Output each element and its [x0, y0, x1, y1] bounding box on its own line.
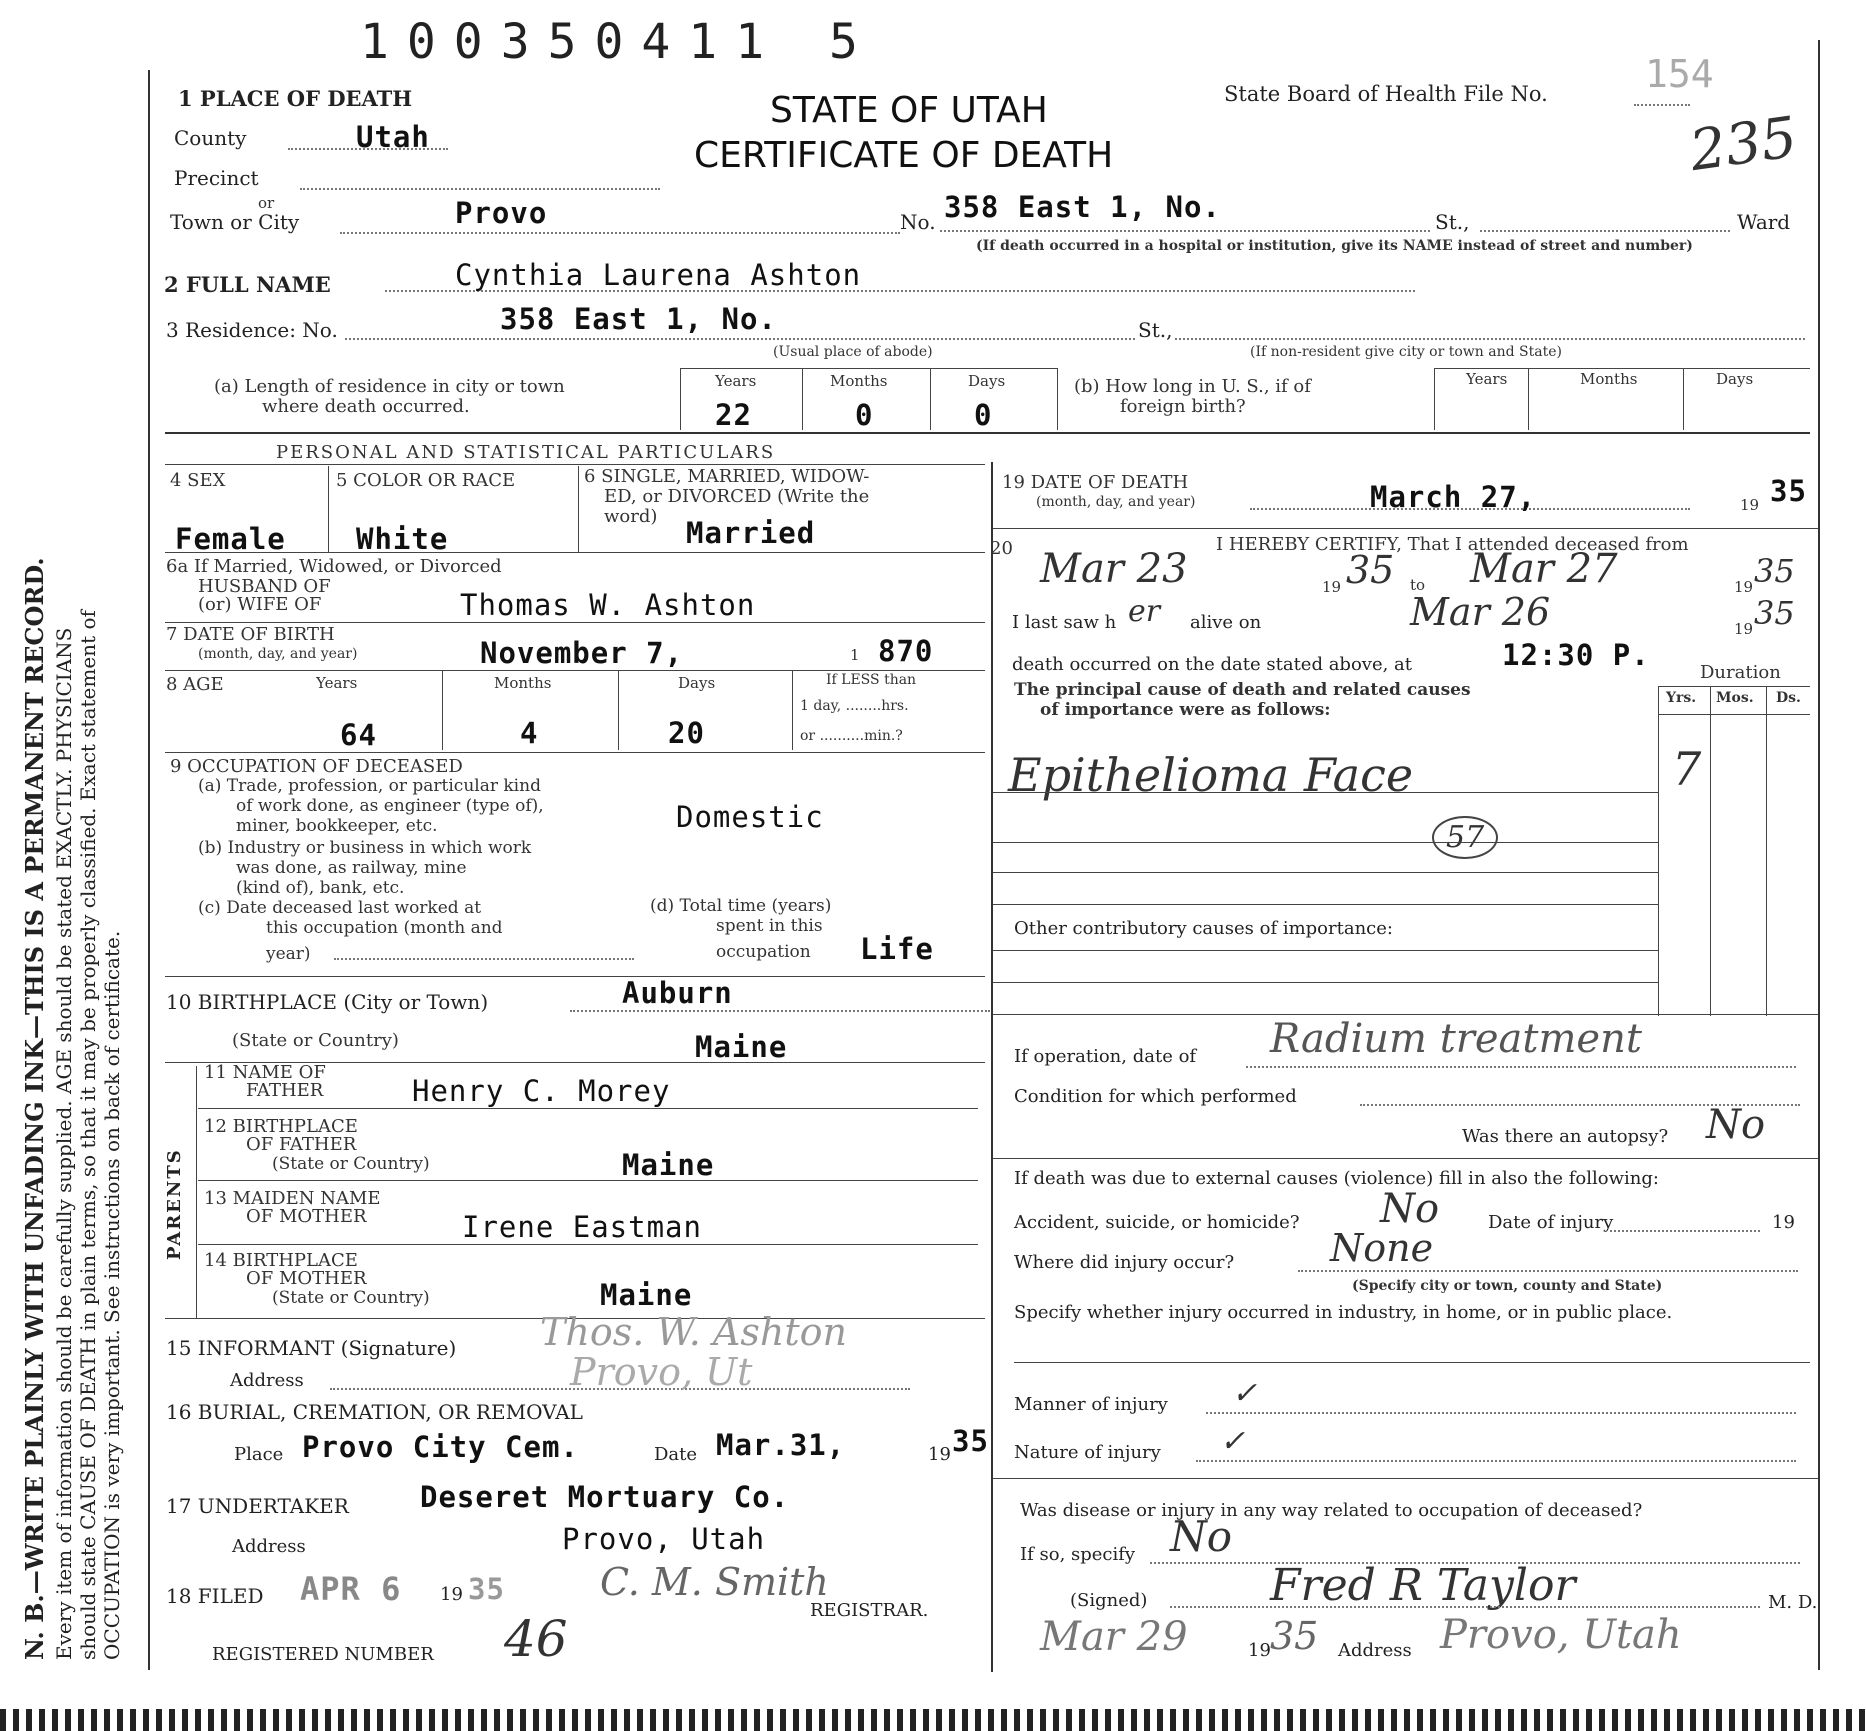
death-date-century: 19	[1740, 496, 1760, 514]
cert-to-century: 19	[1734, 578, 1754, 596]
occ-b3: (kind of), bank, etc.	[236, 878, 405, 898]
occ-a3: miner, bookkeeper, etc.	[236, 816, 438, 836]
father-label-2: FATHER	[246, 1080, 324, 1101]
burial-century: 19	[928, 1444, 951, 1465]
nonres-note: (If non-resident give city or town and State)	[1250, 344, 1562, 360]
occ-c1: (c) Date deceased last worked at	[198, 898, 482, 918]
cause-years: 7	[1672, 742, 1702, 796]
dob-label-2: (month, day, and year)	[198, 646, 358, 662]
film-edge-strip	[0, 1709, 1866, 1731]
age-months-label: Months	[494, 674, 552, 692]
file-no-printed: 154	[1645, 52, 1714, 96]
occupation-value: Domestic	[676, 800, 824, 834]
birthplace-city: Auburn	[622, 976, 733, 1010]
where-label: Where did injury occur?	[1014, 1252, 1235, 1273]
signed-date: Mar 29	[1040, 1614, 1188, 1660]
cause-label-2: of importance were as follows:	[1040, 700, 1331, 720]
file-no-label: State Board of Health File No.	[1224, 82, 1548, 106]
us-label-1: (b) How long in U. S., if of	[1074, 376, 1311, 397]
last-saw-date: Mar 26	[1410, 590, 1551, 634]
last-saw-year: 35	[1754, 594, 1795, 632]
age-years: 64	[340, 718, 377, 752]
certificate-title: CERTIFICATE OF DEATH	[694, 135, 1114, 176]
cert-from-date: Mar 23	[1040, 546, 1188, 592]
external-text: If death was due to external causes (violence) fill in also the following:	[1014, 1168, 1659, 1189]
reg-no-value: 46	[504, 1610, 568, 1668]
nature-value: ✓	[1220, 1424, 1246, 1459]
death-date-label-1: 19 DATE OF DEATH	[1002, 472, 1189, 493]
town-value: Provo	[455, 196, 548, 230]
injury-century: 19	[1772, 1212, 1795, 1233]
town-label: Town or City	[170, 210, 300, 234]
spouse-label-3: (or) WIFE OF	[198, 594, 322, 615]
occ-b2: was done, as railway, mine	[236, 858, 467, 878]
signed-address-label: Address	[1338, 1640, 1412, 1661]
autopsy-label: Was there an autopsy?	[1462, 1126, 1669, 1147]
cert-number: 20	[990, 538, 1013, 559]
manner-value: ✓	[1232, 1376, 1258, 1411]
mother-bp-label-1: 14 BIRTHPLACE	[204, 1250, 358, 1271]
last-saw-label-1: I last saw h	[1012, 612, 1117, 633]
marital-label-3: word)	[604, 506, 658, 527]
us-years-label: Years	[1466, 370, 1508, 388]
file-no-handwritten: 235	[1685, 104, 1801, 185]
less-label-2: 1 day, ........hrs.	[800, 698, 909, 714]
marital-label-1: 6 SINGLE, MARRIED, WIDOW-	[584, 466, 870, 487]
filed-label: 18 FILED	[166, 1584, 264, 1608]
manner-label: Manner of injury	[1014, 1394, 1168, 1415]
birthplace-state-label: (State or Country)	[232, 1030, 399, 1051]
res-years: 22	[715, 398, 752, 432]
undertaker-address: Provo, Utah	[562, 1522, 766, 1556]
filed-stamp: APR 6	[300, 1570, 402, 1608]
registrar-signature: C. M. Smith	[600, 1560, 829, 1604]
mother-label-2: OF MOTHER	[246, 1206, 367, 1227]
cert-from-year: 35	[1346, 548, 1395, 592]
occ-total-time: Life	[860, 932, 934, 966]
death-time: 12:30 P.	[1502, 638, 1650, 672]
occ-b1: (b) Industry or business in which work	[198, 838, 532, 858]
registrar-label: REGISTRAR.	[810, 1600, 929, 1621]
informant-address: Provo, Ut	[570, 1350, 753, 1394]
dob-value: November 7,	[480, 636, 684, 670]
sex-value: Female	[175, 522, 286, 556]
mother-bp-label-3: (State or Country)	[272, 1288, 430, 1308]
birthplace-state: Maine	[695, 1030, 788, 1064]
county-value: Utah	[356, 120, 430, 154]
residence-label: 3 Residence: No.	[166, 318, 338, 342]
us-label-2: foreign birth?	[1120, 396, 1246, 417]
occupation-label: 9 OCCUPATION OF DECEASED	[170, 756, 463, 777]
cert-from-century: 19	[1322, 578, 1342, 596]
occ-d1: (d) Total time (years)	[650, 896, 832, 916]
hospital-note: (If death occurred in a hospital or institution, give its NAME instead of street and number)	[976, 238, 1693, 254]
us-days-label: Days	[1716, 370, 1754, 388]
last-saw-pronoun: er	[1128, 594, 1161, 629]
death-date-label-2: (month, day, and year)	[1036, 494, 1196, 510]
res-months-label: Months	[830, 372, 888, 390]
burial-year: 35	[952, 1424, 989, 1458]
cert-to-year: 35	[1754, 552, 1795, 590]
dob-label-1: 7 DATE OF BIRTH	[166, 624, 335, 645]
st-label: St.,	[1435, 210, 1470, 234]
operation-value: Radium treatment	[1270, 1016, 1642, 1062]
undertaker-address-label: Address	[232, 1536, 306, 1557]
spouse-label-1: 6a If Married, Widowed, or Divorced	[166, 556, 502, 577]
side-note-1: N. B.—WRITE PLAINLY WITH UNFADING INK—THIS IS A PERMANENT RECORD.	[20, 557, 49, 1660]
informant-signature: Thos. W. Ashton	[540, 1310, 847, 1354]
filed-year: 35	[468, 1572, 505, 1606]
undertaker-value: Deseret Mortuary Co.	[420, 1480, 790, 1514]
father-bp-value: Maine	[622, 1148, 715, 1182]
injury-date-label: Date of injury	[1488, 1212, 1614, 1233]
contributory-label: Other contributory causes of importance:	[1014, 918, 1393, 939]
last-saw-century: 19	[1734, 620, 1754, 638]
parents-label: PARENTS	[164, 1148, 185, 1260]
signed-century: 19	[1248, 1640, 1271, 1661]
color-label: 5 COLOR OR RACE	[336, 470, 516, 491]
personal-heading: PERSONAL AND STATISTICAL PARTICULARS	[276, 442, 776, 463]
burial-date-label: Date	[654, 1444, 698, 1465]
occ-c2: this occupation (month and	[266, 918, 503, 938]
occ-a2: of work done, as engineer (type of),	[236, 796, 544, 816]
ifso-label: If so, specify	[1020, 1544, 1136, 1565]
age-years-label: Years	[316, 674, 358, 692]
signed-year: 35	[1270, 1614, 1319, 1658]
color-value: White	[356, 522, 449, 556]
accident-value: No	[1380, 1186, 1440, 1232]
father-bp-label-3: (State or Country)	[272, 1154, 430, 1174]
condition-label: Condition for which performed	[1014, 1086, 1297, 1107]
cert-to-label: to	[1410, 576, 1426, 594]
signed-value: Fred R Taylor	[1270, 1560, 1576, 1611]
res-days-label: Days	[968, 372, 1006, 390]
informant-label: 15 INFORMANT (Signature)	[166, 1336, 457, 1360]
death-time-label: death occurred on the date stated above, at	[1012, 654, 1413, 675]
father-bp-label-1: 12 BIRTHPLACE	[204, 1116, 358, 1137]
mother-label-1: 13 MAIDEN NAME	[204, 1188, 381, 1209]
mother-value: Irene Eastman	[462, 1210, 702, 1244]
ifso-value: No	[1170, 1512, 1233, 1561]
signed-label: (Signed)	[1070, 1590, 1148, 1611]
res-years-label: Years	[715, 372, 757, 390]
spouse-value: Thomas W. Ashton	[460, 588, 756, 622]
full-name-label: 2 FULL NAME	[164, 272, 331, 297]
informant-address-label: Address	[230, 1370, 304, 1391]
serial-number: 100350411 5	[360, 14, 876, 70]
undertaker-label: 17 UNDERTAKER	[166, 1494, 349, 1518]
reg-no-label: REGISTERED NUMBER	[212, 1644, 434, 1665]
occ-c3: year)	[266, 944, 311, 964]
father-label-1: 11 NAME OF	[204, 1062, 326, 1083]
state-title: STATE OF UTAH	[770, 90, 1048, 131]
mother-bp-label-2: OF MOTHER	[246, 1268, 367, 1289]
less-label-3: or ..........min.?	[800, 728, 903, 744]
side-note-4: OCCUPATION is very important. See instructions on back of certificate.	[100, 930, 124, 1660]
occ-a1: (a) Trade, profession, or particular kind	[198, 776, 541, 796]
specify-text: Specify whether injury occurred in industry, in home, or in public place.	[1014, 1302, 1673, 1323]
death-street-value: 358 East 1, No.	[944, 190, 1221, 224]
duration-label: Duration	[1700, 662, 1781, 683]
res-months: 0	[855, 398, 874, 432]
mos-label: Mos.	[1716, 690, 1754, 706]
occupation-question: Was disease or injury in any way related to occupation of deceased?	[1020, 1500, 1643, 1521]
accident-label: Accident, suicide, or homicide?	[1014, 1212, 1300, 1233]
or-label: or	[258, 194, 275, 212]
age-days-label: Days	[678, 674, 716, 692]
ward-label: Ward	[1737, 210, 1791, 234]
burial-label: 16 BURIAL, CREMATION, OR REMOVAL	[166, 1400, 583, 1424]
age-days: 20	[668, 716, 705, 750]
specify-place-note: (Specify city or town, county and State)	[1352, 1278, 1663, 1294]
less-label-1: If LESS than	[826, 672, 917, 688]
usual-note: (Usual place of abode)	[773, 344, 933, 360]
residence-value: 358 East 1, No.	[500, 302, 777, 336]
residence-st-label: St.,	[1138, 318, 1173, 342]
spouse-label-2: HUSBAND OF	[198, 576, 331, 597]
signed-address: Provo, Utah	[1440, 1612, 1682, 1658]
last-saw-label-2: alive on	[1190, 612, 1262, 633]
county-label: County	[174, 126, 247, 150]
ds-label: Ds.	[1776, 690, 1801, 706]
autopsy-value: No	[1706, 1102, 1766, 1148]
cause-label-1: The principal cause of death and related causes	[1014, 680, 1471, 700]
filed-century: 19	[440, 1584, 463, 1605]
burial-place-label: Place	[234, 1444, 284, 1465]
certify-text: I HEREBY CERTIFY, That I attended deceased from	[1216, 534, 1689, 555]
nature-label: Nature of injury	[1014, 1442, 1161, 1463]
burial-place: Provo City Cem.	[302, 1430, 579, 1464]
length-label-2: where death occurred.	[262, 396, 470, 417]
where-value: None	[1330, 1226, 1434, 1270]
age-months: 4	[520, 716, 539, 750]
father-bp-label-2: OF FATHER	[246, 1134, 357, 1155]
side-note-2: Every item of information should be carefully supplied. AGE should be stated EXACTLY. PHYSICIANS	[52, 627, 76, 1660]
cause-value: Epithelioma Face	[1008, 748, 1414, 802]
no-label: No.	[900, 210, 936, 234]
father-value: Henry C. Morey	[412, 1074, 671, 1108]
occ-d2: spent in this	[716, 916, 823, 936]
us-months-label: Months	[1580, 370, 1638, 388]
length-label-1: (a) Length of residence in city or town	[214, 376, 565, 397]
death-date-year: 35	[1770, 474, 1807, 508]
side-note-3: should state CAUSE OF DEATH in plain terms, so that it may be properly classified. Exact statement of	[76, 610, 100, 1660]
age-label: 8 AGE	[166, 674, 224, 695]
marital-label-2: ED, or DIVORCED (Write the	[604, 486, 870, 507]
dob-century: 1	[850, 646, 860, 664]
res-days: 0	[974, 398, 993, 432]
dob-year: 870	[878, 634, 934, 668]
full-name-value: Cynthia Laurena Ashton	[455, 258, 862, 292]
birthplace-label: 10 BIRTHPLACE (City or Town)	[166, 990, 489, 1014]
mother-bp-value: Maine	[600, 1278, 693, 1312]
precinct-label: Precinct	[174, 166, 259, 190]
occ-d3: occupation	[716, 942, 811, 962]
place-of-death-label: 1 PLACE OF DEATH	[178, 86, 413, 111]
cert-to-date: Mar 27	[1470, 546, 1618, 592]
burial-date: Mar.31,	[716, 1428, 846, 1462]
md-label: M. D.	[1768, 1592, 1818, 1613]
death-date-value: March 27,	[1370, 480, 1537, 514]
cause-code: 57	[1432, 816, 1498, 859]
sex-label: 4 SEX	[170, 470, 226, 491]
operation-label: If operation, date of	[1014, 1046, 1197, 1067]
yrs-label: Yrs.	[1666, 690, 1697, 706]
marital-value: Married	[686, 516, 816, 550]
